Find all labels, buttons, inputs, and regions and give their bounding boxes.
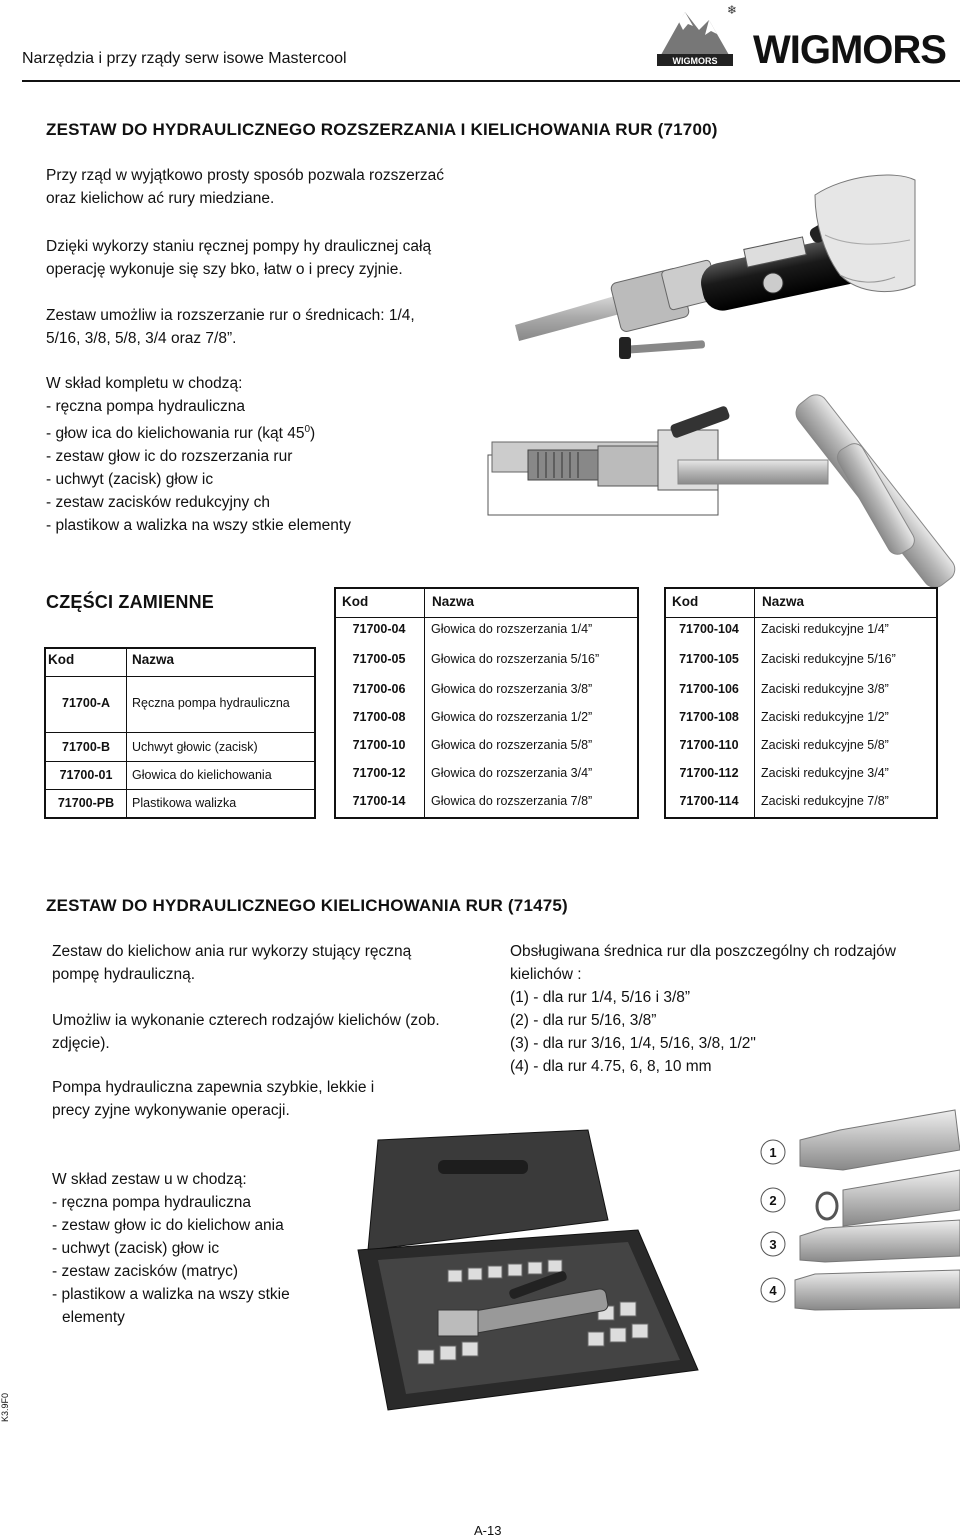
section-71700-title: ZESTAW DO HYDRAULICZNEGO ROZSZERZANIA I KIELICHOWANIA RUR (71700) bbox=[46, 120, 718, 139]
part-code: 71700-10 bbox=[352, 738, 406, 752]
flare-types-photo bbox=[745, 1130, 960, 1340]
part-code: 71700-A bbox=[62, 696, 110, 710]
part-name: Zaciski redukcyjne 1/2” bbox=[761, 710, 889, 724]
section2-paragraph-2: Umożliw ia wykonanie czterech rodzajów kielichów (zob. zdjęcie). bbox=[52, 1012, 440, 1052]
right-header-kod: Kod bbox=[672, 594, 699, 609]
flaring-head-photo bbox=[488, 360, 938, 540]
section2-kit-list bbox=[52, 1168, 290, 1329]
part-code: 71700-B bbox=[62, 740, 110, 754]
part-code: 71700-04 bbox=[352, 622, 406, 636]
side-code-label: K3.9F0 bbox=[0, 1392, 10, 1422]
carrying-case-photo bbox=[348, 1120, 702, 1420]
left-header-nazwa: Nazwa bbox=[132, 652, 175, 667]
kit-item: - ręczna pompa hydrauliczna bbox=[52, 1194, 252, 1211]
parts-title: CZĘŚCI ZAMIENNE bbox=[46, 592, 215, 612]
kit-item: - zestaw zacisków redukcyjny ch bbox=[46, 494, 270, 512]
page-number: A-13 bbox=[474, 1523, 502, 1538]
kit-item: - zestaw zacisków (matryc) bbox=[52, 1263, 239, 1280]
kit-item: - plastikow a walizka na wszy stkie elementy bbox=[46, 517, 351, 535]
part-code: 71700-08 bbox=[352, 710, 406, 724]
part-name: Głowica do kielichowania bbox=[132, 768, 272, 782]
kit-item: - ręczna pompa hydrauliczna bbox=[46, 398, 246, 415]
part-name: Zaciski redukcyjne 5/16” bbox=[761, 652, 896, 666]
part-code: 71700-110 bbox=[679, 738, 739, 752]
middle-header-kod: Kod bbox=[342, 594, 369, 609]
part-code: 71700-106 bbox=[679, 682, 739, 696]
section1-kit-list bbox=[46, 372, 351, 537]
kit-item: - plastikow a walizka na wszy stkie bbox=[52, 1286, 290, 1303]
flare-label-1: 1 bbox=[769, 1145, 777, 1160]
part-code: 71700-12 bbox=[352, 766, 406, 780]
section1-paragraph-1: Przy rząd w wyjątkowo prosty sposób pozwala rozszerzać oraz kielichow ać rury miedziane. bbox=[46, 167, 444, 207]
part-code: 71700-108 bbox=[679, 710, 739, 724]
part-name: Zaciski redukcyjne 1/4” bbox=[761, 622, 889, 636]
part-name: Plastikowa walizka bbox=[132, 796, 237, 810]
section1-paragraph-2: Dzięki wykorzy staniu ręcznej pompy hy draulicznej całą operację wykonuje się szy bko, łatw o i precy zyjnie. bbox=[46, 238, 432, 278]
flare-label-4: 4 bbox=[769, 1283, 777, 1298]
section2-paragraph-3: Pompa hydrauliczna zapewnia szybkie, lekkie i precy zyjne wykonywanie operacji. bbox=[52, 1079, 375, 1119]
svg-text:❄: ❄ bbox=[727, 3, 738, 17]
section2-paragraph-1: Zestaw do kielichow ania rur wykorzy stujący ręczną pompę hydrauliczną. bbox=[52, 943, 412, 983]
hydraulic-tool-photo bbox=[515, 165, 915, 365]
kit-intro: W skład kompletu w chodzą: bbox=[46, 375, 243, 392]
kit-item: - uchwyt (zacisk) głow ic bbox=[52, 1240, 220, 1257]
part-name: Głowica do rozszerzania 7/8” bbox=[431, 794, 593, 808]
part-name: Zaciski redukcyjne 3/8” bbox=[761, 682, 889, 696]
kit-item: - głow ica do kielichowania rur (kąt $45^0$) bbox=[46, 424, 316, 443]
part-name: Zaciski redukcyjne 3/4” bbox=[761, 766, 889, 780]
kit-intro: W skład zestaw u w chodzą: bbox=[52, 1171, 247, 1188]
kit-item: - zestaw głow ic do kielichow ania bbox=[52, 1217, 284, 1234]
brand-name: WIGMORS bbox=[753, 28, 946, 72]
logo-mark-text: WIGMORS bbox=[672, 56, 718, 66]
kit-item: elementy bbox=[62, 1309, 125, 1326]
document-header-title: Narzędzia i przy rządy serw isowe Mastercool bbox=[22, 50, 347, 67]
parts-table-left-frame bbox=[44, 647, 316, 819]
part-name: Zaciski redukcyjne 7/8” bbox=[761, 794, 889, 808]
kit-item: - uchwyt (zacisk) głow ic bbox=[46, 471, 214, 489]
section-71475-title: ZESTAW DO HYDRAULICZNEGO KIELICHOWANIA RUR (71475) bbox=[46, 896, 568, 915]
part-name: Głowica do rozszerzania 1/4” bbox=[431, 622, 593, 636]
part-code: 71700-104 bbox=[679, 622, 739, 636]
part-code: 71700-01 bbox=[59, 768, 113, 782]
part-code: 71700-105 bbox=[679, 652, 739, 666]
part-name: Uchwyt głowic (zacisk) bbox=[132, 740, 258, 754]
middle-header-nazwa: Nazwa bbox=[432, 594, 475, 609]
right-header-nazwa: Nazwa bbox=[762, 594, 805, 609]
part-name: Zaciski redukcyjne 5/8” bbox=[761, 738, 889, 752]
part-code: 71700-PB bbox=[57, 796, 115, 810]
section2-diameters-list: Obsługiwana średnica rur dla poszczególny ch rodzajów kielichów : (1) - dla rur 1/4, 5/16 i 3/8” (2) - dla rur 5/16, 3/8” (3) - dla rur 3/16, 1/4, 5/16, 3/8, 1/2" (4) - dla rur 4.75, 6, 8, 10 mm bbox=[510, 943, 896, 1075]
part-name: Głowica do rozszerzania 3/4” bbox=[431, 766, 593, 780]
kit-item: - zestaw głow ic do rozszerzania rur bbox=[46, 448, 293, 466]
part-code: 71700-06 bbox=[352, 682, 406, 696]
part-code: 71700-112 bbox=[679, 766, 739, 780]
section1-paragraph-3: Zestaw umożliw ia rozszerzanie rur o średnicach: 1/4, 5/16, 3/8, 5/8, 3/4 oraz 7/8”. bbox=[46, 307, 415, 347]
part-code: 71700-114 bbox=[679, 794, 739, 808]
part-code: 71700-05 bbox=[352, 652, 406, 666]
part-name: Głowica do rozszerzania 3/8” bbox=[431, 682, 593, 696]
left-header-kod: Kod bbox=[48, 652, 75, 667]
part-name: Głowica do rozszerzania 1/2” bbox=[431, 710, 593, 724]
part-name: Głowica do rozszerzania 5/16” bbox=[431, 652, 600, 666]
mountain-logo-icon bbox=[655, 2, 738, 70]
wigmors-logo bbox=[655, 2, 955, 72]
part-name: Głowica do rozszerzania 5/8” bbox=[431, 738, 593, 752]
part-code: 71700-14 bbox=[352, 794, 406, 808]
part-name: Ręczna pompa hydrauliczna bbox=[132, 696, 290, 710]
flare-label-2: 2 bbox=[769, 1193, 777, 1208]
header-divider bbox=[22, 80, 960, 82]
flare-label-3: 3 bbox=[769, 1237, 777, 1252]
